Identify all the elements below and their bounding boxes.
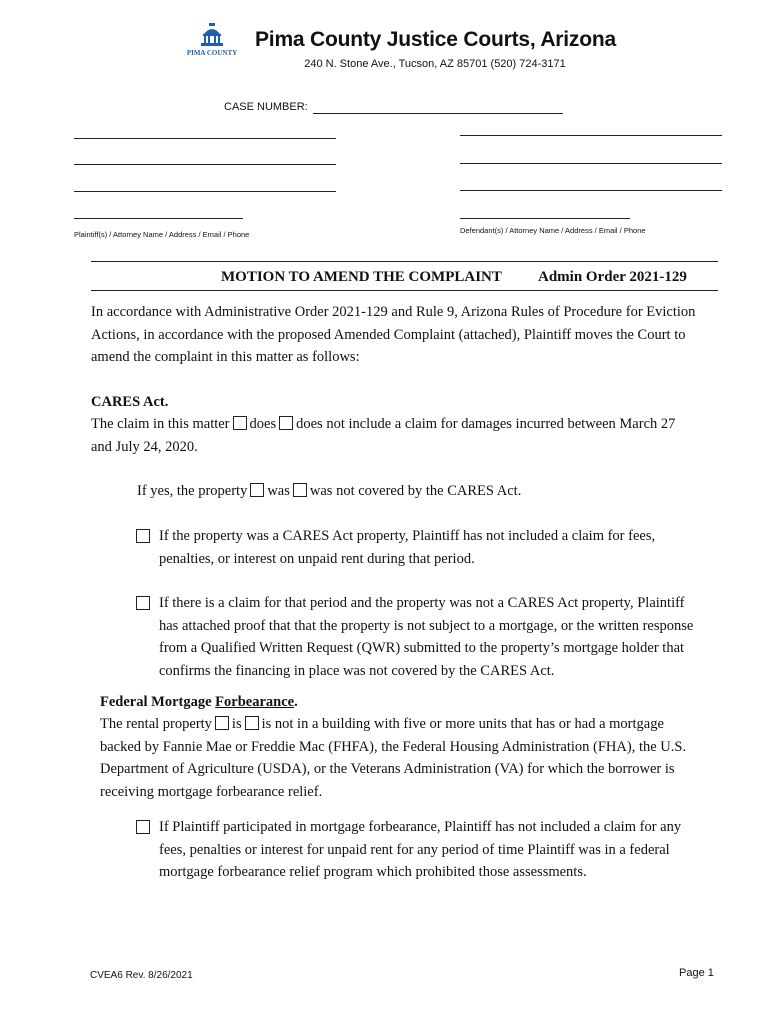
defendant-line-2[interactable] bbox=[460, 163, 722, 164]
cares-item-1-line-2: penalties, or interest on unpaid rent during that period. bbox=[159, 550, 475, 567]
does-label: does bbox=[249, 416, 277, 432]
page-number: Page 1 bbox=[679, 967, 714, 979]
forbearance-line-4: receiving mortgage forbearance relief. bbox=[100, 783, 323, 800]
cares-if-yes bbox=[137, 480, 521, 503]
court-title: Pima County Justice Courts, Arizona bbox=[255, 28, 616, 51]
is-not-label: is not in a building with five or more units that has or had a mortgage bbox=[261, 716, 664, 732]
forbearance-line-3: Department of Agriculture (USDA), or the Veterans Administration (VA) for which the borrower is bbox=[100, 761, 675, 777]
motion-title: MOTION TO AMEND THE COMPLAINT bbox=[221, 269, 502, 285]
cares-item-2-line-3: from a Qualified Written Request (QWR) submitted to the property’s mortgage holder that bbox=[159, 640, 685, 656]
is-checkbox[interactable] bbox=[215, 716, 229, 730]
is-label: is bbox=[231, 716, 242, 732]
plaintiff-caption: Plaintiff(s) / Attorney Name / Address / Email / Phone bbox=[74, 230, 250, 239]
forbearance-participation-checkbox[interactable] bbox=[136, 820, 150, 834]
forbearance-item-line-3: mortgage forbearance relief program which prohibited those assessments. bbox=[159, 864, 587, 880]
cares-item-1-line-1: If the property was a CARES Act property, Plaintiff has not included a claim for fees, bbox=[159, 528, 656, 544]
if-yes-prefix: If yes, the property bbox=[137, 483, 248, 499]
forbearance-heading-b: Forbearance bbox=[215, 694, 295, 710]
case-number-label: CASE NUMBER: bbox=[224, 101, 308, 113]
was-checkbox[interactable] bbox=[250, 483, 264, 497]
forbearance-heading bbox=[100, 691, 298, 714]
cares-item-2 bbox=[159, 592, 759, 682]
plaintiff-line-1[interactable] bbox=[74, 138, 336, 139]
cares-item-2-line-4: confirms the financing in place was not covered by the CARES Act. bbox=[159, 662, 555, 679]
cares-claim-line2: and July 24, 2020. bbox=[91, 438, 198, 455]
svg-text:PIMA COUNTY: PIMA COUNTY bbox=[186, 49, 238, 57]
court-address: 240 N. Stone Ave., Tucson, AZ 85701 (520) 724-3171 bbox=[304, 58, 566, 70]
intro-paragraph bbox=[91, 301, 741, 369]
cares-property-checkbox[interactable] bbox=[136, 529, 150, 543]
is-not-checkbox[interactable] bbox=[245, 716, 259, 730]
title-rule-bottom bbox=[91, 290, 718, 291]
plaintiff-line-2[interactable] bbox=[74, 164, 336, 165]
case-number-field[interactable] bbox=[313, 97, 563, 114]
forbearance-paragraph bbox=[100, 713, 760, 803]
plaintiff-line-3[interactable] bbox=[74, 191, 336, 192]
forbearance-heading-a: Federal Mortgage bbox=[100, 694, 216, 710]
forbearance-line-2: backed by Fannie Mae or Freddie Mac (FHFA), the Federal Housing Administration (FHA), the U.S. bbox=[100, 738, 687, 755]
was-not-checkbox[interactable] bbox=[293, 483, 307, 497]
cares-item-1 bbox=[159, 525, 749, 570]
intro-line-2: Actions, in accordance with the proposed Amended Complaint (attached), Plaintiff moves the Court to bbox=[91, 326, 686, 343]
does-not-checkbox[interactable] bbox=[279, 416, 293, 430]
was-not-label: was not covered by the CARES Act. bbox=[309, 483, 522, 499]
rental-prefix: The rental property bbox=[100, 716, 212, 732]
forbearance-item-line-1: If Plaintiff participated in mortgage forbearance, Plaintiff has not included a claim for any bbox=[159, 819, 682, 835]
intro-line-3: amend the complaint in this matter as follows: bbox=[91, 349, 360, 365]
cares-claim-prefix: The claim in this matter bbox=[91, 416, 230, 432]
cares-item-2-line-2: has attached proof that that the property is not subject to a mortgage, or the written response bbox=[159, 617, 694, 634]
admin-order-number: Admin Order 2021-129 bbox=[538, 269, 687, 285]
intro-line-1: In accordance with Administrative Order 2021-129 and Rule 9, Arizona Rules of Procedure for Eviction bbox=[91, 304, 696, 320]
non-cares-property-checkbox[interactable] bbox=[136, 596, 150, 610]
title-rule-top bbox=[91, 261, 718, 262]
pima-county-logo bbox=[180, 22, 244, 58]
form-id: CVEA6 Rev. 8/26/2021 bbox=[90, 970, 193, 981]
defendant-line-1[interactable] bbox=[460, 135, 722, 136]
was-label: was bbox=[267, 483, 290, 499]
does-not-label: does not include a claim for damages incurred between March 27 bbox=[296, 416, 676, 432]
plaintiff-line-4[interactable] bbox=[74, 218, 243, 219]
defendant-line-4[interactable] bbox=[460, 218, 630, 219]
cares-claim bbox=[91, 413, 751, 458]
cares-item-2-line-1: If there is a claim for that period and the property was not a CARES Act property, Plaintiff bbox=[159, 595, 685, 611]
cares-heading: CARES Act. bbox=[91, 394, 169, 410]
forbearance-heading-c: . bbox=[294, 694, 298, 710]
defendant-caption: Defendant(s) / Attorney Name / Address / Email / Phone bbox=[460, 226, 646, 235]
defendant-line-3[interactable] bbox=[460, 190, 722, 191]
does-checkbox[interactable] bbox=[233, 416, 247, 430]
forbearance-item bbox=[159, 816, 759, 884]
forbearance-item-line-2: fees, penalties or interest for unpaid rent for any period of time Plaintiff was in a federal bbox=[159, 841, 670, 858]
